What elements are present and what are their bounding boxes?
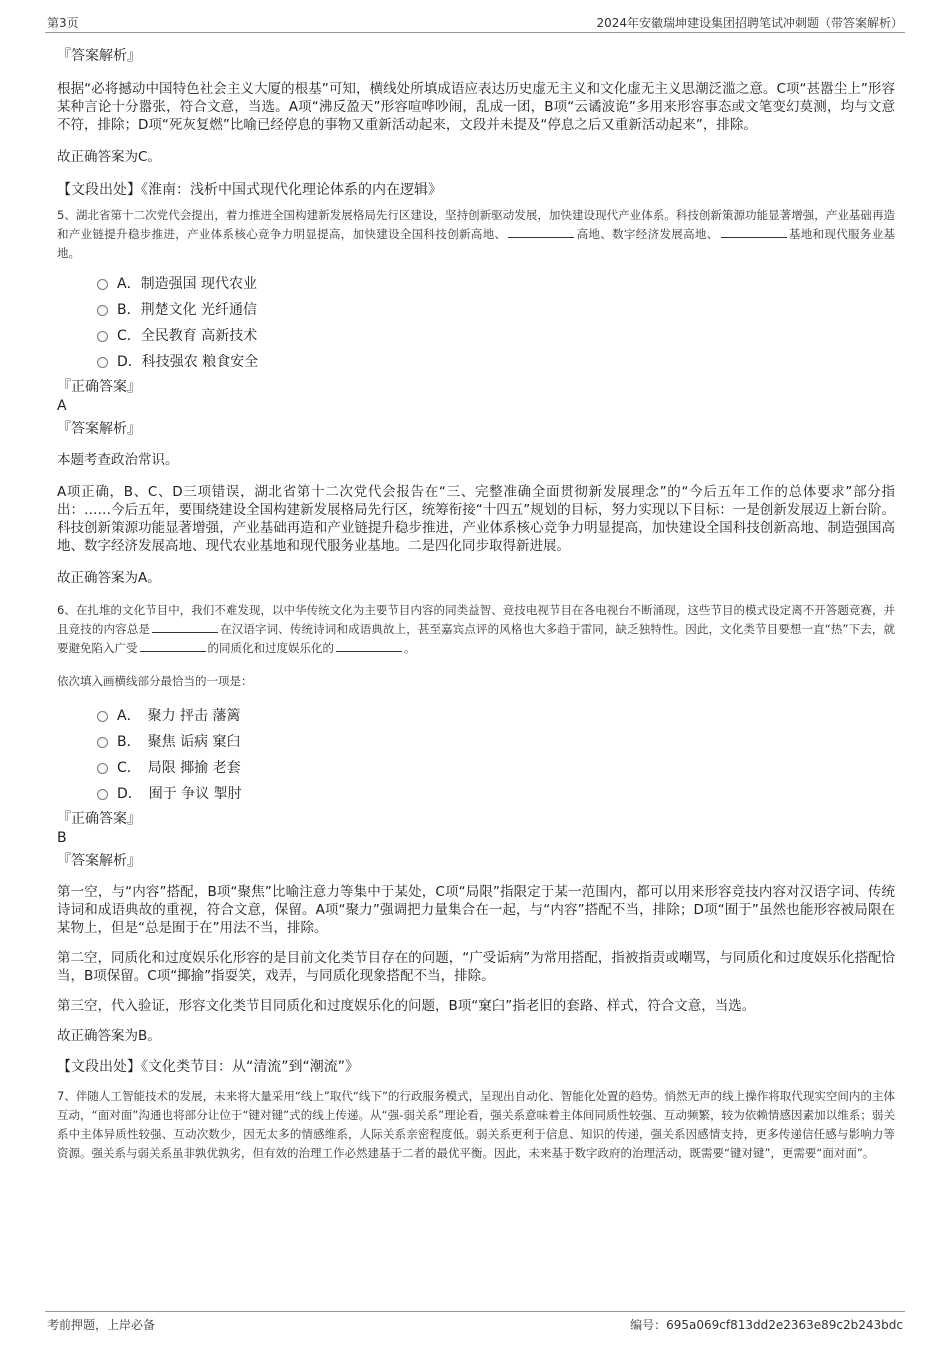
correct-answer-label: 『正确答案』 [57,811,141,827]
analysis-paragraph: 第三空，代入验证，形容文化类节目同质化和过度娱乐化的问题，B项“窠臼”指老旧的套路、样式，符合文意，当选。 [57,998,756,1014]
question-stem: 5、湖北省第十二次党代会提出，着力推进全国构建新发展格局先行区建设，坚持创新驱动发展，加快建设现代产业体系。科技创新策源功能显著增强，产业基础再造和产业链提升稳步推进，产业体系核心竞争力明显提高，加快建设全国科技创新高地、 高地、数字经济发展高地、 基地和现代服务业基地。 [57,208,896,260]
radio-icon[interactable] [97,711,108,722]
radio-icon[interactable] [97,279,108,290]
analysis-paragraph: 根据“必将撼动中国特色社会主义大厦的根基”可知，横线处所填成语应表达历史虚无主义和文化虚无主义思潮泛滥之意。C项“甚嚣尘上”形容某种言论十分嚣张，符合文意，当选。A项“沸反盈天”形容喧哗吵闹，乱成一团，B项“云谲波诡”多用来形容事态或文笔变幻莫测，均与文意不符，排除；D项“死灰复燃”比喻已经停息的事物又重新活动起来，文段并未提及“停息之后又重新活动起来”，排除。 [57,81,895,133]
question-prompt: 依次填入画横线部分最恰当的一项是： [57,674,253,688]
conclusion: 故正确答案为A。 [57,570,161,586]
radio-icon[interactable] [97,331,108,342]
question-stem: 7、伴随人工智能技术的发展，未来将大量采用“线上”取代“线下”的行政服务模式，呈现出自动化、智能化处置的趋势。悄然无声的线上操作将取代现实空间内的主体互动，“面对面”沟通也将部分让位于“键对键”式的线上传递。从“强-弱关系”理论看，强关系意味着主体间同质性较强、互动频繁，较为依赖情感因素加以维系；弱关系中主体异质性较强、互动次数少，因无太多的情感维系，人际关系亲密程度低。弱关系更利于信息、知识的传递，强关系因感情支持，更多传递信任感与影响力等资源。强关系与弱关系虽非孰优孰劣，但有效的治理工作必然建基于二者的最优平衡。因此，未来基于数字政府的治理活动，既需要“键对键”，更需要“面对面”。 [57,1089,895,1160]
option-b[interactable]: B．荆楚文化 光纤通信 [97,297,895,323]
analysis-label: 『答案解析』 [57,421,141,437]
analysis-paragraph: 本题考查政治常识。 [57,452,179,468]
conclusion: 故正确答案为C。 [57,149,161,165]
question-7 [57,1087,895,1163]
option-list [57,271,895,375]
conclusion: 故正确答案为B。 [57,1028,161,1044]
question-6 [57,601,895,1077]
source-citation: 【文段出处】《文化类节目：从“清流”到“潮流”》 [57,1059,360,1075]
option-list [57,703,895,807]
blank [152,620,218,633]
page-content [57,46,895,1163]
correct-answer: B [57,830,67,846]
analysis-paragraph: 第二空，同质化和过度娱乐化形容的是目前文化类节目存在的问题，“广受诟病”为常用搭配，指被指责或嘲骂，与同质化和过度娱乐化搭配恰当，B项保留。C项“揶揄”指耍笑，戏弄，与同质化现象搭配不当，排除。 [57,950,895,984]
analysis-label: 『答案解析』 [57,853,141,869]
correct-answer-label: 『正确答案』 [57,379,141,395]
option-d[interactable]: D． 囿于 争议 掣肘 [97,781,895,807]
blank [508,225,574,238]
option-b[interactable]: B． 聚焦 诟病 窠臼 [97,729,895,755]
page-header [45,12,905,33]
analysis-label: 『答案解析』 [57,48,141,64]
radio-icon[interactable] [97,737,108,748]
question-stem: 6、在扎堆的文化节目中，我们不难发现，以中华传统文化为主要节目内容的同类益智、竞技电视节目在各电视台不断涌现，这些节目的模式设定离不开答题竞赛，并且竞技的内容总是 在汉语字词、传统诗词和成语典故上，甚至嘉宾点评的风格也大多趋于雷同，缺乏独特性。因此，文化类节目要想一直“热”下去，就要避免陷入广受 的同质化和过度娱乐化的 。 [57,603,895,655]
option-a[interactable]: A． 聚力 抨击 藩篱 [97,703,895,729]
blank [721,225,787,238]
question-5 [57,206,895,587]
analysis-paragraph: 第一空，与“内容”搭配，B项“聚焦”比喻注意力等集中于某处，C项“局限”指限定于某一范围内，都可以用来形容竞技内容对汉语字词、传统诗词和成语典故的重视，符合文意，保留。A项“聚力”强调把力量集合在一起，与“内容”搭配不当，排除；D项“囿于”虽然也能形容被局限在某物上，但是“总是囿于在”用法不当，排除。 [57,884,895,936]
document-id: 编号：695a069cf813dd2e2363e89c2b243bdc [630,1318,903,1332]
correct-answer: A [57,398,67,414]
page-footer [45,1311,905,1334]
radio-icon[interactable] [97,763,108,774]
page-number: 第3页 [47,16,79,30]
option-a[interactable]: A．制造强国 现代农业 [97,271,895,297]
source-citation: 【文段出处】《淮南：浅析中国式现代化理论体系的内在逻辑》 [57,182,442,198]
footer-slogan: 考前押题，上岸必备 [47,1318,156,1332]
option-c[interactable]: C． 局限 揶揄 老套 [97,755,895,781]
question-4-tail [57,46,895,200]
document-title: 2024年安徽瑞坤建设集团招聘笔试冲刺题（带答案解析） [596,16,903,30]
blank [140,639,206,652]
option-c[interactable]: C．全民教育 高新技术 [97,323,895,349]
radio-icon[interactable] [97,789,108,800]
radio-icon[interactable] [97,357,108,368]
radio-icon[interactable] [97,305,108,316]
option-d[interactable]: D．科技强农 粮食安全 [97,349,895,375]
analysis-paragraph: A项正确，B、C、D三项错误，湖北省第十二次党代会报告在“三、完整准确全面贯彻新发展理念”的“今后五年工作的总体要求”部分指出：……今后五年，要围绕建设全国构建新发展格局先行区，统筹衔接“十四五”规划的目标，努力实现以下目标：一是创新发展迈上新台阶。科技创新策源功能显著增强，产业基础再造和产业链提升稳步推进，产业体系核心竞争力明显提高，加快建设全国科技创新高地、制造强国高地、数字经济发展高地、现代农业基地和现代服务业基地。二是四化同步取得新进展。 [57,484,895,554]
blank [336,639,402,652]
